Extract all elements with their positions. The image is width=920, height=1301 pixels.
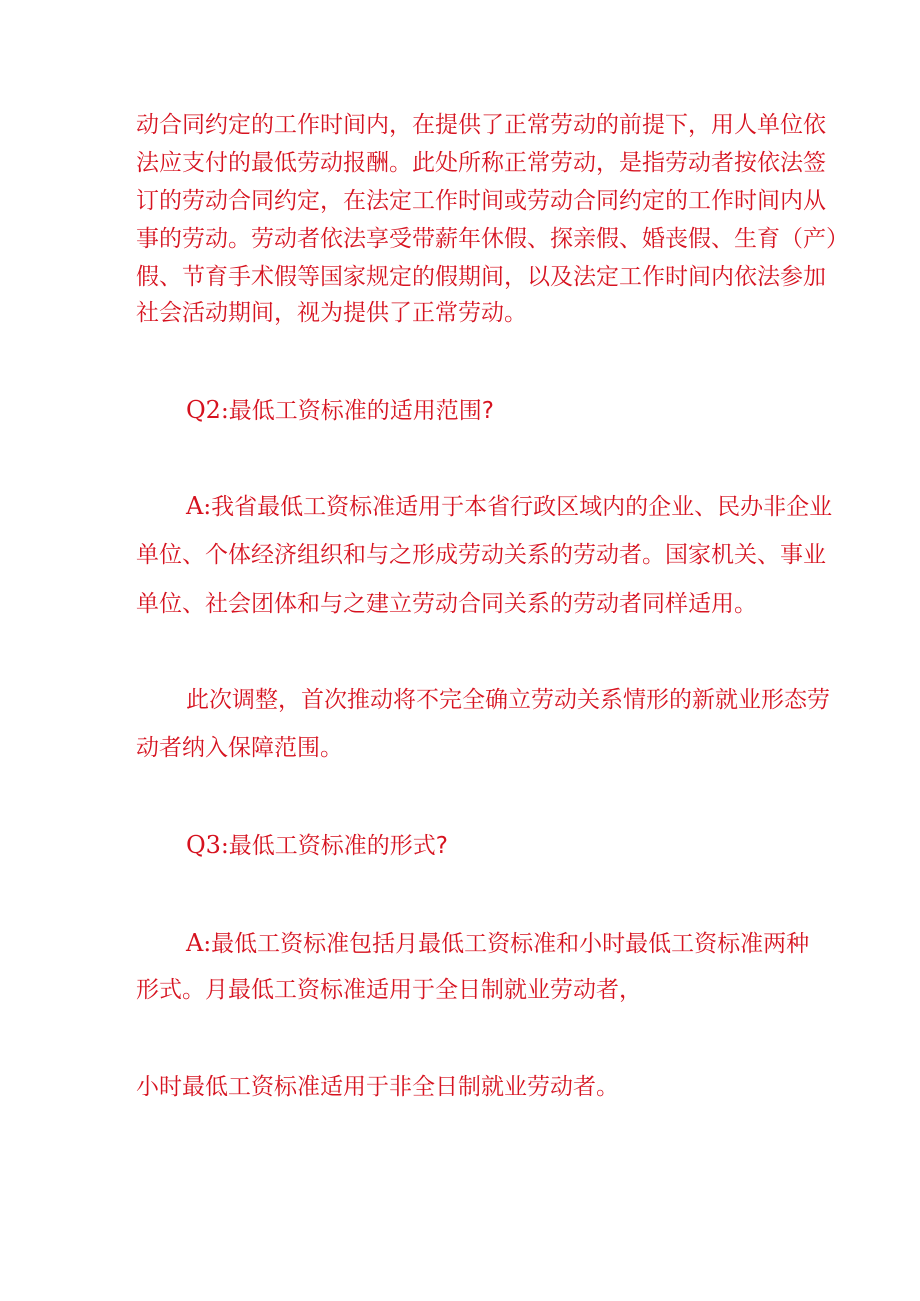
paragraph-line: 假、节育手术假等国家规定的假期间，以及法定工作时间内依法参加 xyxy=(136,264,826,290)
answer-colon: : xyxy=(203,494,212,520)
answer-text: 我省最低工资标准适用于本省行政区域内的企业、民办非企业 xyxy=(211,494,833,520)
note-line: 此次调整，首次推动将不完全确立劳动关系情形的新就业形态劳 xyxy=(186,687,830,713)
note-line: 动者纳入保障范围。 xyxy=(136,735,343,761)
paragraph-line: 订的劳动合同约定，在法定工作时间或劳动合同约定的工作时间内从 xyxy=(136,188,826,214)
answer-colon: : xyxy=(203,931,212,957)
paragraph-line: 事的劳动。劳动者依法享受带薪年休假、探亲假、婚丧假、生育（产） xyxy=(136,226,849,252)
answer-a2-line: 单位、社会团体和与之建立劳动合同关系的劳动者同样适用。 xyxy=(136,591,757,617)
paragraph-line: 动合同约定的工作时间内，在提供了正常劳动的前提下，用人单位依 xyxy=(136,112,826,138)
question-colon: : xyxy=(220,398,229,424)
question-text: 最低工资标准的形式? xyxy=(228,833,448,859)
answer-a3-line xyxy=(186,931,809,956)
question-label: Q3 xyxy=(186,831,221,859)
answer-a2-line xyxy=(186,494,832,519)
answer-a3-line: 形式。月最低工资标准适用于全日制就业劳动者， xyxy=(136,977,642,1003)
question-label: Q2 xyxy=(186,396,221,424)
answer-a2-line: 单位、个体经济组织和与之形成劳动关系的劳动者。国家机关、事业 xyxy=(136,542,826,568)
question-q3 xyxy=(186,833,448,858)
answer-label: A xyxy=(186,492,204,520)
question-colon: : xyxy=(220,833,229,859)
answer-label: A xyxy=(186,929,204,957)
question-q2 xyxy=(186,398,494,423)
paragraph-line: 法应支付的最低劳动报酬。此处所称正常劳动，是指劳动者按依法签 xyxy=(136,150,826,176)
answer-a3-line: 小时最低工资标准适用于非全日制就业劳动者。 xyxy=(136,1074,619,1100)
paragraph-line: 社会活动期间，视为提供了正常劳动。 xyxy=(136,300,527,326)
question-text: 最低工资标准的适用范围? xyxy=(228,398,494,424)
answer-text: 最低工资标准包括月最低工资标准和小时最低工资标准两种 xyxy=(211,931,810,957)
